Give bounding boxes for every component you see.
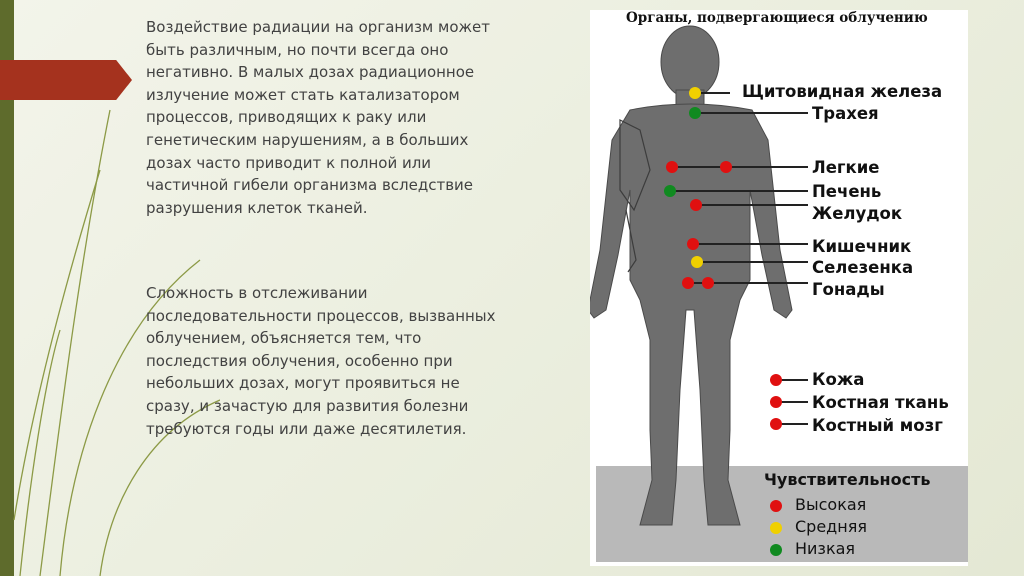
organ-10-label: Костная ткань — [812, 393, 949, 412]
organ-6-marker-1 — [687, 238, 699, 250]
legend-dot-3 — [770, 544, 782, 556]
organ-8-marker-2 — [702, 277, 714, 289]
paragraph-tracking-difficulty: Сложность в отслеживании последовательности процессов, вызванных облучением, объясняется тем, что последствия облучения, особенно при небольших дозах, могут проявиться не сразу, и зачастую для развития болезни требуются годы или даже десятилетия. — [146, 284, 496, 438]
organ-2-marker-1 — [689, 107, 701, 119]
legend-label-2: Средняя — [795, 517, 867, 536]
organ-10-marker-1 — [770, 396, 782, 408]
organ-2-label: Трахея — [812, 104, 879, 123]
radiation-organs-figure — [590, 10, 968, 566]
organ-8-label: Гонады — [812, 280, 885, 299]
organ-11-marker-1 — [770, 418, 782, 430]
legend-dot-1 — [770, 500, 782, 512]
organ-9-label: Кожа — [812, 370, 865, 389]
organ-7-marker-1 — [691, 256, 703, 268]
organ-5-marker-1 — [690, 199, 702, 211]
organ-4-label: Печень — [812, 182, 882, 201]
legend-label-3: Низкая — [795, 539, 856, 558]
organ-3-label: Легкие — [812, 158, 880, 177]
organ-1-label: Щитовидная железа — [742, 82, 943, 101]
legend-label-1: Высокая — [795, 495, 867, 514]
organ-6-label: Кишечник — [812, 237, 912, 256]
paragraph-radiation-effects: Воздействие радиации на организм может быть различным, но почти всегда оно негативно. В малых дозах радиационное излучение может стать катализатором процессов, приводящих к раку или генетическим нарушениям, а в больших дозах часто приводит к полной или частичной гибели организма вследствие разрушения клеток тканей. — [146, 18, 490, 217]
organ-5-label: Желудок — [812, 204, 903, 223]
organ-9-marker-1 — [770, 374, 782, 386]
legend-dot-2 — [770, 522, 782, 534]
organ-3-marker-1 — [666, 161, 678, 173]
organ-4-marker-1 — [664, 185, 676, 197]
organ-8-marker-1 — [682, 277, 694, 289]
organ-1-marker-1 — [689, 87, 701, 99]
organ-7-label: Селезенка — [812, 258, 914, 277]
organ-11-label: Костный мозг — [812, 416, 943, 435]
organ-3-marker-2 — [720, 161, 732, 173]
legend-title: Чувствительность — [764, 470, 931, 489]
figure-title: Органы, подвергающиеся облучению — [626, 10, 928, 26]
